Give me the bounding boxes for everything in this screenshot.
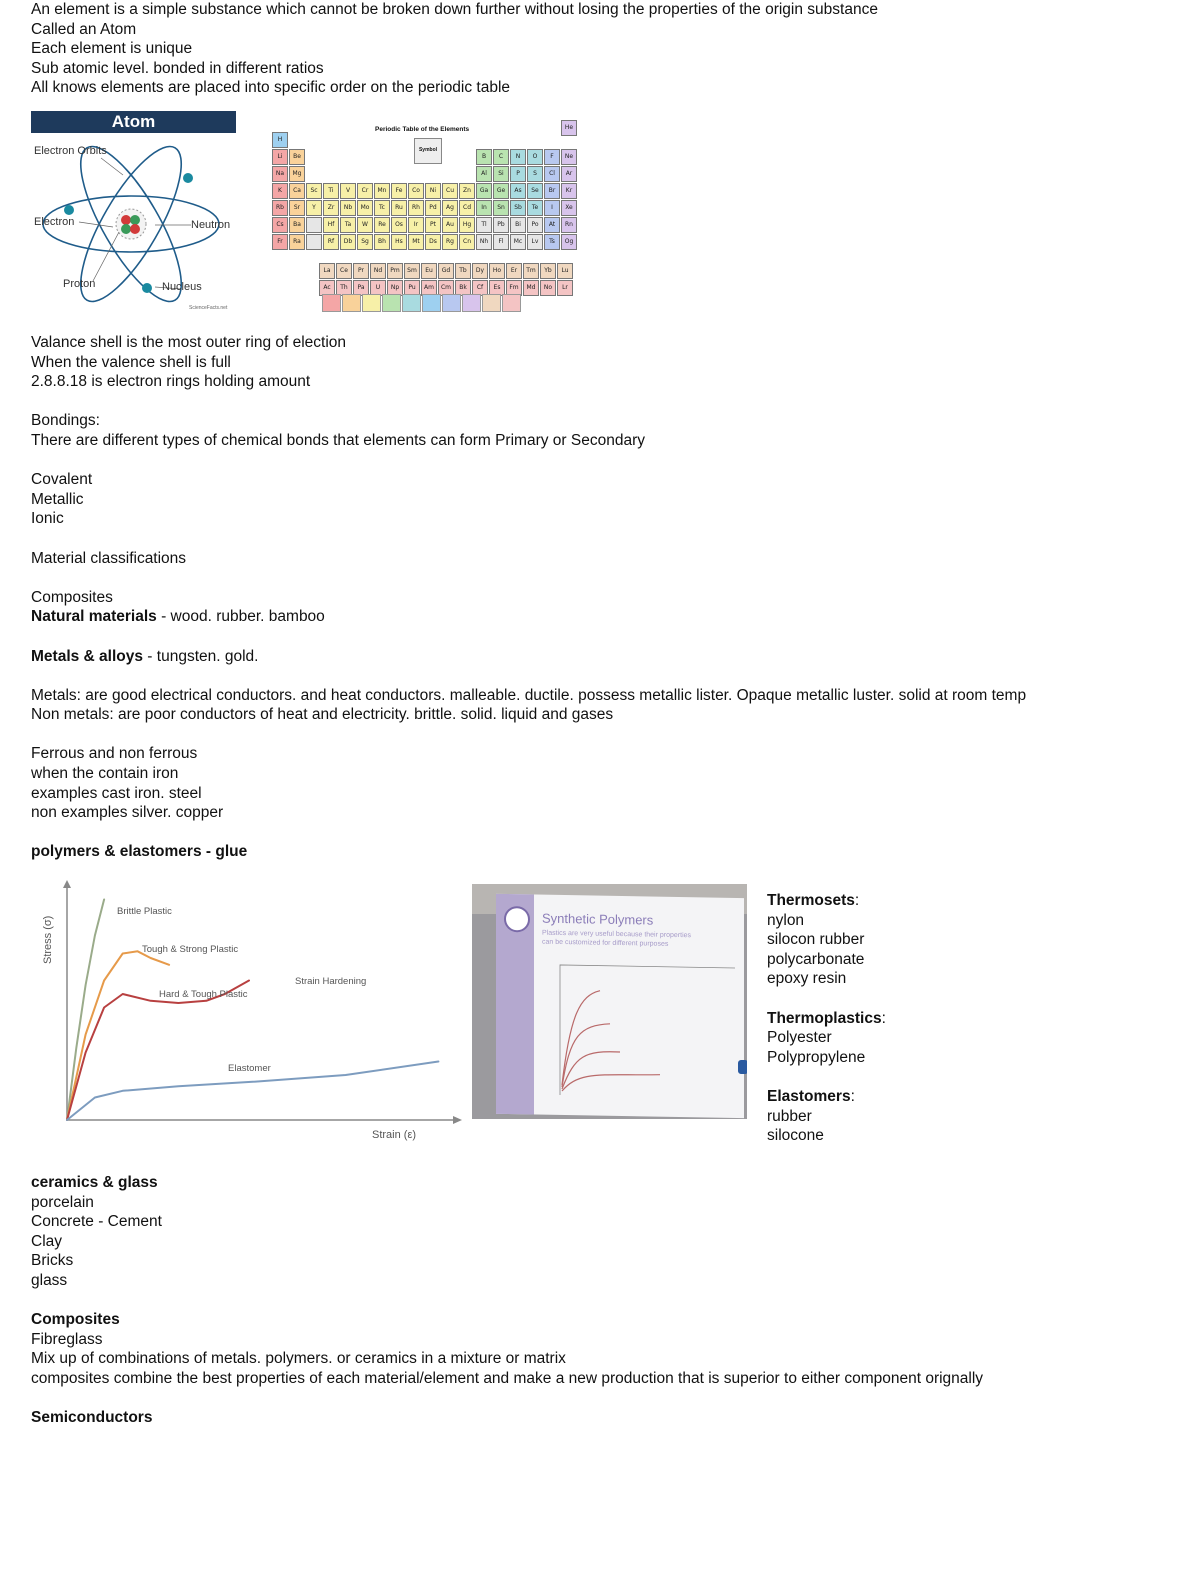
x-axis-arrow	[453, 1116, 462, 1124]
element-cell: Pu	[404, 280, 420, 296]
list-item: polycarbonate	[767, 950, 865, 968]
element-cell: Ta	[340, 217, 356, 233]
element-cell: Rb	[272, 200, 288, 216]
bold-term: Composites	[31, 1311, 120, 1329]
legend-key-box	[414, 138, 442, 164]
legend-swatch	[422, 294, 441, 312]
element-cell: Er	[506, 263, 522, 279]
metals-alloys-line	[31, 647, 1181, 667]
element-cell: Hf	[323, 217, 339, 233]
element-cell: C	[493, 149, 509, 165]
list-item: glass	[31, 1271, 68, 1289]
y-axis-arrow	[63, 880, 71, 888]
slide-photo	[472, 884, 747, 1119]
text-line: Sub atomic level. bonded in different ratios	[31, 59, 324, 77]
composites-heading	[31, 1310, 1181, 1330]
bold-term: Thermoplastics	[767, 1009, 882, 1027]
text-line: Metals: are good electrical conductors. and heat conductors. malleable. ductile. possess metallic lister. Opaque metallic luster. solid at room temp	[31, 686, 1027, 704]
element-cell: Pa	[353, 280, 369, 296]
proton-particle	[121, 215, 131, 225]
element-cell: Ce	[336, 263, 352, 279]
text-line: 2.8.8.18 is electron rings holding amount	[31, 373, 311, 391]
element-cell: La	[319, 263, 335, 279]
legend-symbol: Symbol	[418, 147, 438, 153]
element-cell: Mg	[289, 166, 305, 182]
bold-term: Metals & alloys	[31, 647, 143, 665]
periodic-table-title: Periodic Table of the Elements	[375, 126, 470, 133]
element-cell: As	[510, 183, 526, 199]
text-line: All knows elements are placed into specific order on the periodic table	[31, 79, 511, 97]
list-item: silocon rubber	[767, 931, 865, 949]
element-cell: N	[510, 149, 526, 165]
element-cell: I	[544, 200, 560, 216]
electron-particle	[183, 173, 193, 183]
element-cell: Pd	[425, 200, 441, 216]
element-cell: H	[272, 132, 288, 148]
list-item: silocone	[767, 1127, 824, 1145]
list-item: Mix up of combinations of metals. polymers. or ceramics in a mixture or matrix	[31, 1350, 566, 1368]
legend-swatch	[362, 294, 381, 312]
element-cell: Ac	[319, 280, 335, 296]
element-cell: Yb	[540, 263, 556, 279]
element-cell: Li	[272, 149, 288, 165]
element-cell: Sb	[510, 200, 526, 216]
element-cell: F	[544, 149, 560, 165]
annotation-label: Tough & Strong Plastic	[142, 944, 239, 955]
bold-term: ceramics & glass	[31, 1174, 158, 1191]
element-cell: K	[272, 183, 288, 199]
element-cell: Sg	[357, 234, 373, 250]
element-cell: Mt	[408, 234, 424, 250]
element-cell: Lr	[557, 280, 573, 296]
bold-term: Natural materials	[31, 608, 157, 626]
elastomers-heading: Elastomers:	[767, 1087, 855, 1105]
element-cell: Bi	[510, 217, 526, 233]
text-line: examples cast iron. steel	[31, 784, 202, 802]
label-neutron: Neutron	[191, 219, 231, 231]
element-cell: Ca	[289, 183, 305, 199]
polymers-heading	[31, 842, 1181, 862]
element-cell: Co	[408, 183, 424, 199]
x-axis-label: Strain (ε)	[372, 1129, 417, 1141]
element-cell: Si	[493, 166, 509, 182]
element-cell: Lv	[527, 234, 543, 250]
natural-materials-line	[31, 607, 1181, 627]
list-item: rubber	[767, 1107, 812, 1125]
element-cell: Am	[421, 280, 437, 296]
legend-swatch	[442, 294, 461, 312]
list-item: nylon	[767, 911, 805, 929]
element-cell: Rg	[442, 234, 458, 250]
element-cell: Tb	[455, 263, 471, 279]
element-cell: Mn	[374, 183, 390, 199]
element-cell: Pm	[387, 263, 403, 279]
bond-type: Metallic	[31, 490, 84, 508]
element-cell: Sn	[493, 200, 509, 216]
text-line: Composites	[31, 588, 113, 606]
element-cell: Fr	[272, 234, 288, 250]
text-line: non examples silver. copper	[31, 804, 224, 822]
slide-graph	[540, 955, 740, 1108]
list-item: composites combine the best properties of each material/element and make a new production that is superior to either component orignally	[31, 1369, 984, 1387]
neutron-particle	[121, 224, 131, 234]
bold-term: Semiconductors	[31, 1409, 153, 1427]
element-cell: Na	[272, 166, 288, 182]
element-cell: Ru	[391, 200, 407, 216]
element-cell: Sc	[306, 183, 322, 199]
electron-particle	[142, 283, 152, 293]
bold-term: Elastomers	[767, 1087, 851, 1105]
element-cell: Gd	[438, 263, 454, 279]
atom-figure	[31, 111, 237, 316]
annotation-label: Elastomer	[228, 1063, 271, 1074]
document-body-3	[31, 1173, 1181, 1428]
periodic-table	[270, 118, 585, 316]
element-cell: Rf	[323, 234, 339, 250]
element-cell: Au	[442, 217, 458, 233]
element-cell: Y	[306, 200, 322, 216]
atom-diagram	[31, 111, 237, 316]
element-cell: Al	[476, 166, 492, 182]
text-line: There are different types of chemical bonds that elements can form Primary or Secondary	[31, 431, 645, 449]
element-cell: In	[476, 200, 492, 216]
element-cell: Zr	[323, 200, 339, 216]
element-cell: S	[527, 166, 543, 182]
element-cell: Ar	[561, 166, 577, 182]
element-cell: Fl	[493, 234, 509, 250]
element-cell: Eu	[421, 263, 437, 279]
element-cell: Ni	[425, 183, 441, 199]
element-cell: Ga	[476, 183, 492, 199]
element-cell: Cu	[442, 183, 458, 199]
element-cell	[306, 234, 322, 250]
atom-title: Atom	[31, 111, 236, 133]
element-cell: Dy	[472, 263, 488, 279]
thermoplastics-heading: Thermoplastics:	[767, 1009, 886, 1027]
annotation-label: Brittle Plastic	[117, 906, 172, 917]
list-item: Fibreglass	[31, 1330, 103, 1348]
neutron-particle	[130, 215, 140, 225]
document-body	[31, 0, 1181, 98]
element-cell: Ag	[442, 200, 458, 216]
element-cell: Se	[527, 183, 543, 199]
element-cell: Tc	[374, 200, 390, 216]
element-cell: Og	[561, 234, 577, 250]
element-cell: Db	[340, 234, 356, 250]
text-line: Ferrous and non ferrous	[31, 745, 198, 763]
list-item: porcelain	[31, 1193, 94, 1211]
bond-type: Ionic	[31, 510, 64, 528]
element-cell: Rn	[561, 217, 577, 233]
text-span: - wood. rubber. bamboo	[156, 608, 325, 626]
text-line: When the valence shell is full	[31, 353, 231, 371]
element-cell: Br	[544, 183, 560, 199]
label-proton: Proton	[63, 278, 96, 290]
thermosets-heading: Thermosets:	[767, 892, 860, 909]
list-item: Polyester	[767, 1029, 832, 1047]
list-item: epoxy resin	[767, 970, 847, 988]
element-cell: Zn	[459, 183, 475, 199]
element-cell: Cm	[438, 280, 454, 296]
element-cell: Re	[374, 217, 390, 233]
list-item: Polypropylene	[767, 1048, 866, 1066]
element-cell: Cd	[459, 200, 475, 216]
bold-term: polymers & elastomers	[31, 843, 202, 861]
annotation-label: Strain Hardening	[295, 976, 367, 987]
semiconductors-heading	[31, 1408, 1181, 1428]
ceramics-heading	[31, 1173, 1181, 1193]
text-span: - tungsten. gold.	[143, 647, 259, 665]
series-line	[67, 900, 104, 1121]
label-electron-orbits: Electron Orbits	[34, 145, 107, 157]
slide-subtitle: Plastics are very useful because their properties can be customized for different purposes	[542, 929, 692, 948]
stress-strain-chart	[35, 876, 465, 1148]
element-cell: Nh	[476, 234, 492, 250]
element-cell: Ge	[493, 183, 509, 199]
element-cell: Ne	[561, 149, 577, 165]
projected-slide	[496, 894, 744, 1118]
element-cell: P	[510, 166, 526, 182]
slide-logo-icon	[504, 906, 530, 932]
element-cell: Be	[289, 149, 305, 165]
element-cell: Mo	[357, 200, 373, 216]
element-cell: Tm	[523, 263, 539, 279]
element-cell: B	[476, 149, 492, 165]
text-line: Non metals: are poor conductors of heat and electricity. brittle. solid. liquid and gases	[31, 706, 614, 724]
document-body-2	[31, 333, 1181, 862]
element-cell: V	[340, 183, 356, 199]
element-cell: Nb	[340, 200, 356, 216]
element-cell: Ba	[289, 217, 305, 233]
element-cell: Nd	[370, 263, 386, 279]
list-item: Concrete - Cement	[31, 1213, 162, 1231]
text-line: Valance shell is the most outer ring of election	[31, 334, 347, 351]
element-cell: Cl	[544, 166, 560, 182]
element-cell: Cr	[357, 183, 373, 199]
element-cell: Hs	[391, 234, 407, 250]
legend-swatch	[462, 294, 481, 312]
element-cell: Os	[391, 217, 407, 233]
series-line	[67, 951, 169, 1120]
element-cell: Ti	[323, 183, 339, 199]
y-axis-label: Stress (σ)	[42, 915, 54, 964]
element-cell: Bk	[455, 280, 471, 296]
element-cell: Ir	[408, 217, 424, 233]
element-cell: Xe	[561, 200, 577, 216]
legend-swatch	[382, 294, 401, 312]
element-cell: Md	[523, 280, 539, 296]
proton-particle	[130, 224, 140, 234]
element-cell: Pr	[353, 263, 369, 279]
element-cell: Lu	[557, 263, 573, 279]
element-cell: Cf	[472, 280, 488, 296]
element-cell: Ho	[489, 263, 505, 279]
element-cell: Fe	[391, 183, 407, 199]
element-cell: At	[544, 217, 560, 233]
element-cell: Pt	[425, 217, 441, 233]
element-cell: U	[370, 280, 386, 296]
bold-term: Thermosets	[767, 892, 855, 909]
bondings-heading: Bondings:	[31, 412, 100, 430]
element-cell: Cs	[272, 217, 288, 233]
text-line: Each element is unique	[31, 40, 193, 58]
bold-term: - glue	[201, 843, 248, 861]
legend-swatch	[482, 294, 501, 312]
element-cell: Sr	[289, 200, 305, 216]
element-cell: Po	[527, 217, 543, 233]
legend-swatch	[502, 294, 521, 312]
text-line: An element is a simple substance which cannot be broken down further without losing the properties of the origin substance	[31, 1, 878, 18]
list-item: Bricks	[31, 1252, 74, 1270]
legend-swatch	[322, 294, 341, 312]
legend-swatch	[402, 294, 421, 312]
element-cell: Ts	[544, 234, 560, 250]
text-line: Material classifications	[31, 549, 187, 567]
slide-title: Synthetic Polymers	[542, 910, 654, 928]
credit-text: ScienceFacts.net	[189, 305, 228, 311]
element-cell: Sm	[404, 263, 420, 279]
element-cell: Rh	[408, 200, 424, 216]
element-cell: Ra	[289, 234, 305, 250]
element-cell: Kr	[561, 183, 577, 199]
element-cell: No	[540, 280, 556, 296]
label-nucleus: Nucleus	[162, 281, 202, 293]
element-cell	[306, 217, 322, 233]
annotation-label: Hard & Tough Plastic	[159, 989, 248, 1000]
element-cell: Ds	[425, 234, 441, 250]
element-cell: Tl	[476, 217, 492, 233]
element-cell: O	[527, 149, 543, 165]
element-cell: Pb	[493, 217, 509, 233]
element-cell: Fm	[506, 280, 522, 296]
element-cell: Bh	[374, 234, 390, 250]
element-cell: Th	[336, 280, 352, 296]
legend-swatch	[342, 294, 361, 312]
element-cell: Np	[387, 280, 403, 296]
text-line: when the contain iron	[31, 765, 179, 783]
label-electron: Electron	[34, 216, 75, 228]
bond-type: Covalent	[31, 471, 93, 489]
element-cell: W	[357, 217, 373, 233]
element-cell: Te	[527, 200, 543, 216]
electron-particle	[64, 205, 74, 215]
element-cell: Mc	[510, 234, 526, 250]
element-cell: Hg	[459, 217, 475, 233]
chart-canvas	[35, 876, 465, 1148]
element-cell: Cn	[459, 234, 475, 250]
text-line: Called an Atom	[31, 20, 137, 38]
element-cell: He	[561, 120, 577, 136]
element-cell: Es	[489, 280, 505, 296]
list-item: Clay	[31, 1232, 63, 1250]
polymer-types-list	[767, 891, 886, 1146]
